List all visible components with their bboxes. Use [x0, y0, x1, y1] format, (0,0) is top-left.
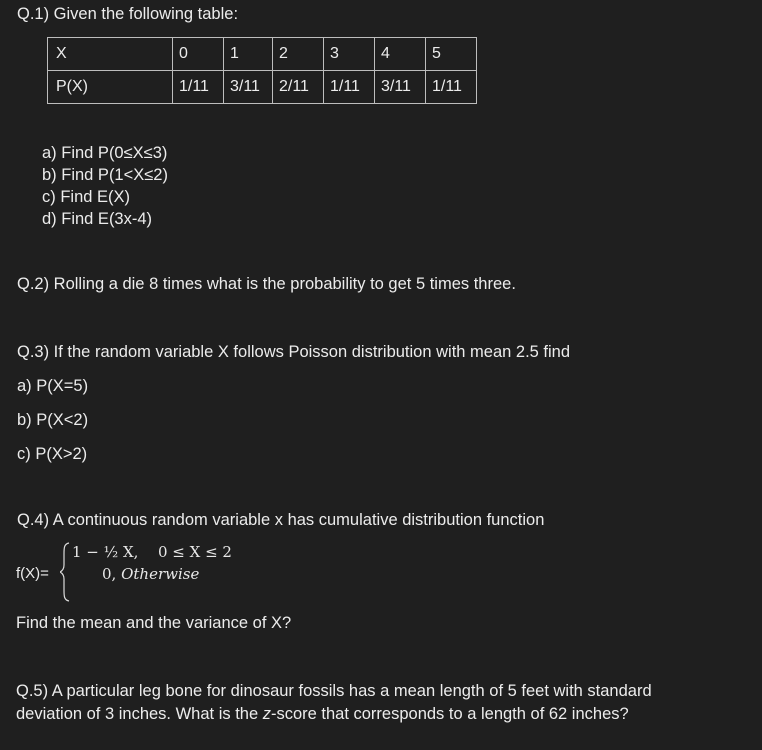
table-cell-p-2: 2/11 — [273, 71, 324, 104]
table-cell-x-3: 3 — [324, 38, 375, 71]
q3-part-a: a) P(X=5) — [17, 377, 89, 395]
case2-value: 0, — [102, 565, 117, 583]
table-cell-p-label: P(X) — [48, 71, 173, 104]
piecewise-case-2 — [102, 565, 199, 583]
table-cell-p-5: 1/11 — [426, 71, 477, 104]
q4-followup: Find the mean and the variance of X? — [16, 614, 292, 632]
table-cell-p-1: 3/11 — [224, 71, 273, 104]
q2-text: Q.2) Rolling a die 8 times what is the probability to get 5 times three. — [17, 275, 516, 293]
case1-expression: 1 − ½ X, — [72, 543, 139, 561]
function-label: f(X)= — [16, 565, 49, 582]
q1-parts — [42, 142, 168, 230]
piecewise-brace-icon — [60, 542, 70, 602]
q1-part-d: d) Find E(3x-4) — [42, 210, 153, 228]
q1-part-a: a) Find P(0≤X≤3) — [42, 144, 168, 162]
q1-heading: Q.1) Given the following table: — [17, 5, 239, 23]
table-cell-p-4: 3/11 — [375, 71, 426, 104]
q5-line-2-end: -score that corresponds to a length of 62 inches? — [270, 705, 629, 723]
q3-part-b: b) P(X<2) — [17, 411, 89, 429]
q5-line-2 — [16, 705, 629, 724]
q5-line-1: Q.5) A particular leg bone for dinosaur fossils has a mean length of 5 feet with standard — [16, 682, 652, 700]
table-cell-x-4: 4 — [375, 38, 426, 71]
table-cell-x-5: 5 — [426, 38, 477, 71]
table-cell-x-label: X — [48, 38, 173, 71]
q4-text: Q.4) A continuous random variable x has cumulative distribution function — [17, 511, 545, 529]
z-symbol: z — [262, 705, 271, 723]
piecewise-case-1 — [72, 543, 232, 561]
table-cell-x-1: 1 — [224, 38, 273, 71]
q1-part-b: b) Find P(1<X≤2) — [42, 166, 168, 184]
q1-part-c: c) Find E(X) — [42, 188, 131, 206]
table-row-p — [48, 71, 477, 104]
probability-table — [47, 37, 477, 104]
table-cell-p-0: 1/11 — [173, 71, 224, 104]
q3-text: Q.3) If the random variable X follows Poisson distribution with mean 2.5 find — [17, 343, 571, 361]
q3-part-c: c) P(X>2) — [17, 445, 88, 463]
q5-line-2-start: deviation of 3 inches. What is the — [16, 705, 263, 723]
table-cell-p-3: 1/11 — [324, 71, 375, 104]
table-cell-x-0: 0 — [173, 38, 224, 71]
table-row-x — [48, 38, 477, 71]
case2-condition: Otherwise — [121, 565, 200, 583]
table-cell-x-2: 2 — [273, 38, 324, 71]
case1-condition: 0 ≤ X ≤ 2 — [157, 543, 232, 561]
